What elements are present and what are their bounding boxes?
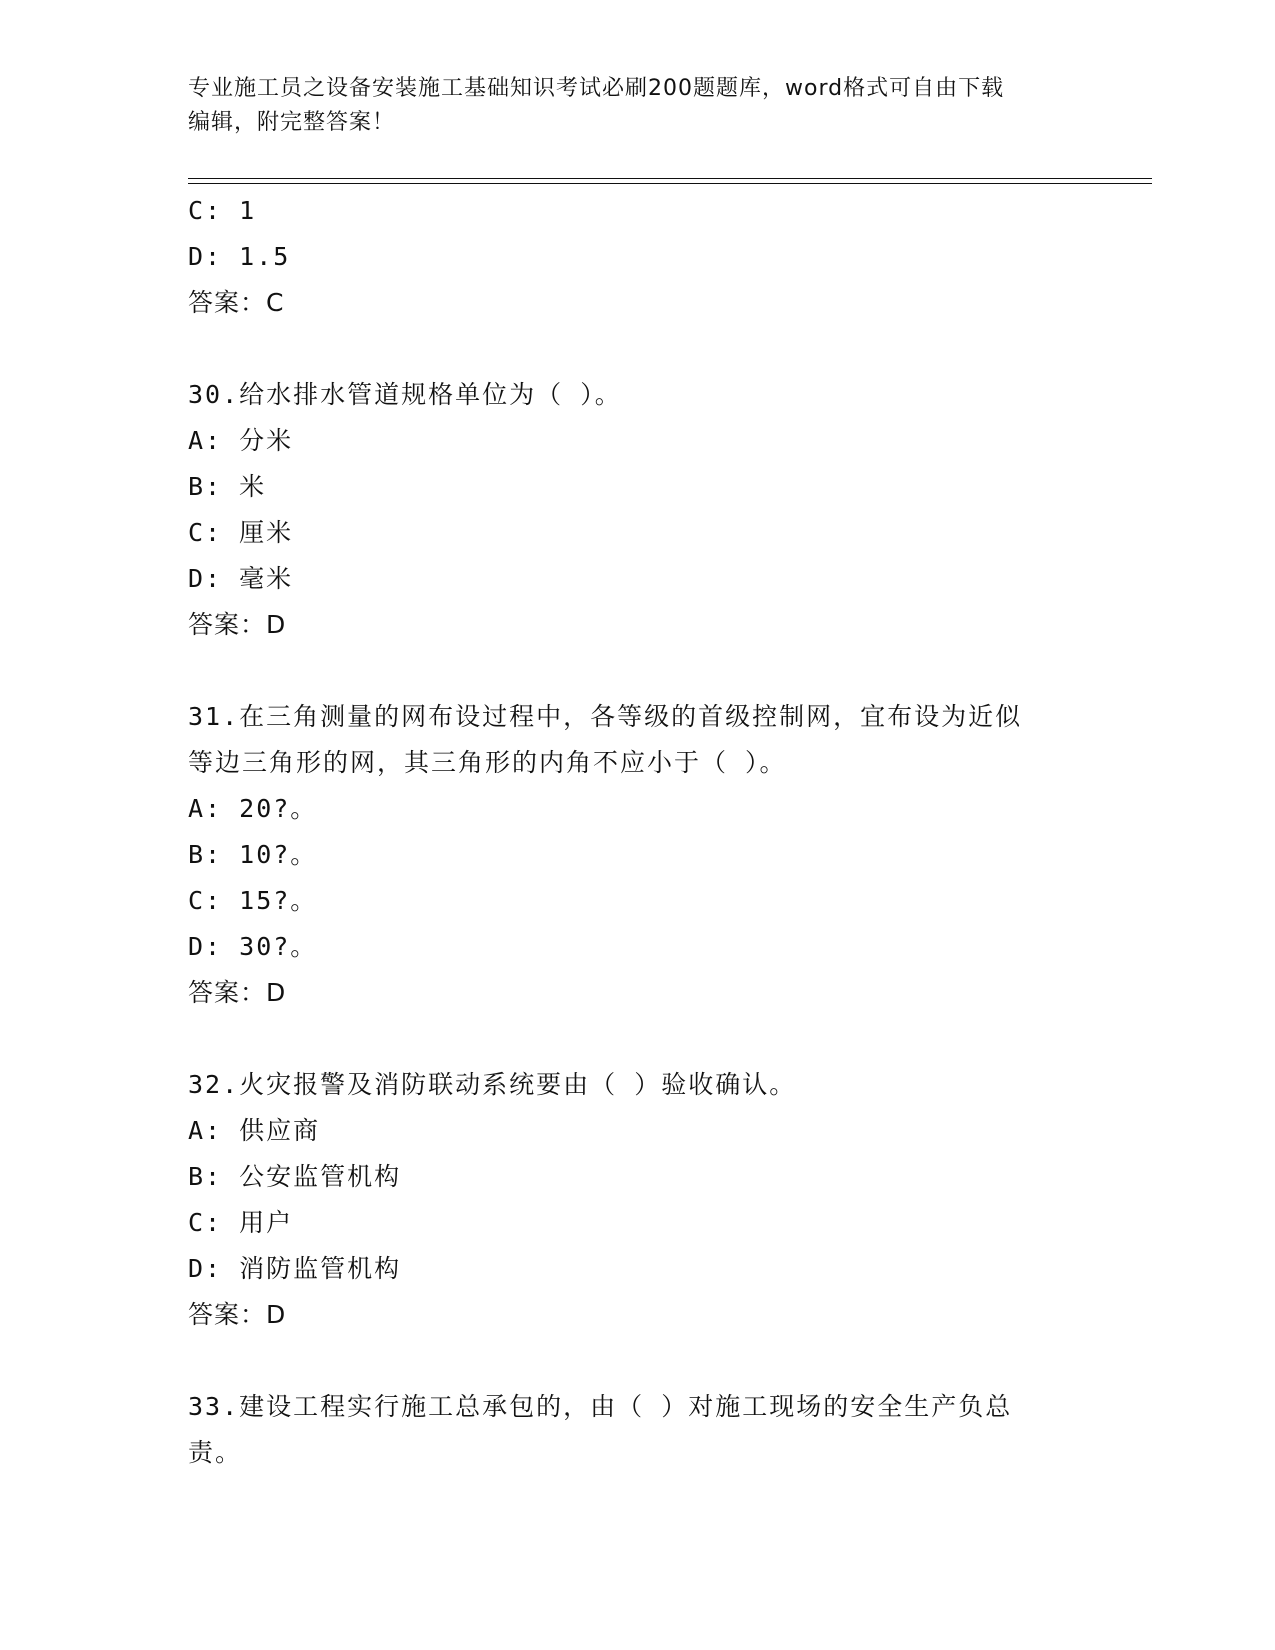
option-b: B: 公安监管机构 — [188, 1162, 402, 1191]
answer: 答案：C — [188, 288, 285, 317]
option-a: A: 20?。 — [188, 794, 318, 823]
question-title-line-2: 等边三角形的网，其三角形的内角不应小于（ ）。 — [188, 748, 787, 777]
question-list — [188, 188, 1088, 1476]
option-d: D: 消防监管机构 — [188, 1254, 402, 1283]
option-d: D: 毫米 — [188, 564, 294, 593]
question-title-line-2: 责。 — [188, 1438, 243, 1467]
answer: 答案：D — [188, 610, 287, 639]
question-32 — [188, 1062, 1088, 1338]
question-title: 30.给水排水管道规格单位为（ ）。 — [188, 380, 622, 409]
question-30 — [188, 372, 1088, 648]
header-line-2: 编辑，附完整答案！ — [188, 110, 396, 135]
option-c: C: 厘米 — [188, 518, 294, 547]
header-divider-bottom — [188, 183, 1152, 184]
header-line-1: 专业施工员之设备安装施工基础知识考试必刷200题题库，word格式可自由下载 — [188, 76, 1005, 101]
header-divider-top — [188, 178, 1152, 179]
answer: 答案：D — [188, 1300, 287, 1329]
question-29-tail — [188, 188, 1088, 326]
question-title-line-1: 31.在三角测量的网布设过程中，各等级的首级控制网，宜布设为近似 — [188, 702, 1023, 731]
option-c: C: 15?。 — [188, 886, 318, 915]
option-a: A: 供应商 — [188, 1116, 321, 1145]
option-d: D: 30?。 — [188, 932, 318, 961]
question-31 — [188, 694, 1088, 1016]
option-b: B: 10?。 — [188, 840, 318, 869]
question-title-line-1: 33.建设工程实行施工总承包的，由（ ）对施工现场的安全生产负总 — [188, 1392, 1013, 1421]
document-header — [188, 72, 1068, 140]
option-a: A: 分米 — [188, 426, 294, 455]
answer: 答案：D — [188, 978, 287, 1007]
option-c: C: 1 — [188, 196, 257, 225]
option-b: B: 米 — [188, 472, 267, 501]
question-title: 32.火灾报警及消防联动系统要由（ ）验收确认。 — [188, 1070, 797, 1099]
option-d: D: 1.5 — [188, 242, 291, 271]
option-c: C: 用户 — [188, 1208, 294, 1237]
question-33 — [188, 1384, 1088, 1476]
